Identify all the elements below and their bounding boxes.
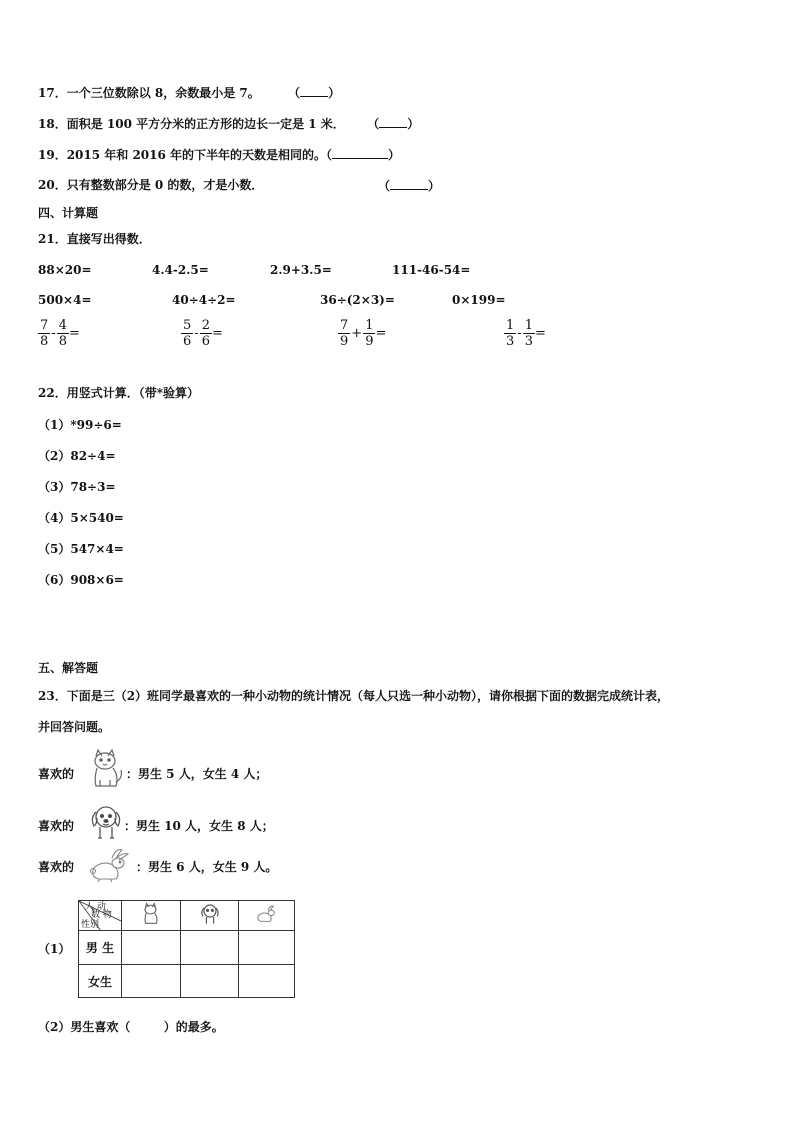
cell-girls-dog[interactable]	[181, 965, 239, 998]
pref-text-dog: ：男生 10 人，女生 8 人；	[124, 819, 274, 833]
row-label-girls: 女生	[79, 965, 122, 998]
rabbit-icon	[86, 846, 134, 884]
vertical-calc-2: （2）82÷4=	[38, 449, 116, 463]
fraction-calc-2: $\frac{5}{6}$ - $\frac{2}{6}$ =	[183, 318, 223, 349]
fraction-calc-4: $\frac{1}{3}$ - $\frac{1}{3}$ =	[506, 318, 546, 349]
statistics-table	[78, 900, 295, 998]
question-20-answer: （ ）	[378, 179, 441, 193]
vertical-calc-3: （3）78÷3=	[38, 480, 116, 494]
vertical-calc-6: （6）908×6=	[38, 573, 124, 587]
header-mid-text: 数 物	[91, 910, 112, 920]
answer-blank-18[interactable]	[379, 115, 407, 128]
question-21-title: 21．直接写出得数．	[38, 232, 151, 246]
fraction: $\frac{4}{8}$	[58, 318, 67, 349]
fraction: $\frac{2}{6}$	[201, 318, 210, 349]
fraction: $\frac{1}{3}$	[506, 318, 515, 349]
vertical-calc-4: （4）5×540=	[38, 511, 124, 525]
question-18: 18．面积是 100 平方分米的正方形的边长一定是 1 米． （ ）	[38, 117, 420, 131]
fraction: $\frac{7}{9}$	[340, 318, 349, 349]
pref-line-dog: 喜欢的	[38, 819, 75, 833]
cat-icon	[140, 902, 162, 926]
question-22-title: 22．用竖式计算．（带*验算）	[38, 386, 199, 400]
rabbit-icon	[254, 904, 280, 924]
pref-line-cat: 喜欢的	[38, 767, 75, 781]
calc-2-3: 36÷(2×3)=	[320, 293, 395, 307]
answer-blank-20[interactable]	[390, 177, 428, 190]
answer-blank-19[interactable]	[332, 146, 388, 159]
fraction: $\frac{1}{3}$	[524, 318, 533, 349]
calc-2-1: 500×4=	[38, 293, 92, 307]
cell-girls-rabbit[interactable]	[239, 965, 295, 998]
cell-boys-rabbit[interactable]	[239, 931, 295, 965]
question-23-line-2: 并回答问题。	[38, 720, 111, 734]
cell-boys-cat[interactable]	[122, 931, 181, 965]
question-18-text: 18．面积是 100 平方分米的正方形的边长一定是 1 米．	[38, 117, 345, 131]
vertical-calc-1: （1）*99÷6=	[38, 418, 122, 432]
vertical-calc-5: （5）547×4=	[38, 542, 124, 556]
table-header-cat	[122, 901, 181, 931]
part-2-question: （2）男生喜欢（ ）的最多。	[38, 1020, 224, 1034]
calc-1-2: 4.4-2.5=	[152, 263, 209, 277]
calc-1-3: 2.9+3.5=	[270, 263, 332, 277]
fraction-calc-1: $\frac{7}{8}$ - $\frac{4}{8}$ =	[40, 318, 80, 349]
header-bottom-text: 性别	[81, 920, 100, 930]
dog-icon	[199, 902, 221, 926]
question-23-line-1: 23．下面是三（2）班同学最喜欢的一种小动物的统计情况（每人只选一种小动物），请你根据下面的数据完成统计表，	[38, 689, 670, 703]
question-19-text: 19．2015 年和 2016 年的下半年的天数是相同的。	[38, 148, 327, 162]
table-header-rabbit	[239, 901, 295, 931]
row-label-boys: 男 生	[79, 931, 122, 965]
table-header-diagonal	[79, 901, 122, 931]
question-19: 19．2015 年和 2016 年的下半年的天数是相同的。（ ）	[38, 148, 401, 162]
calc-1-4: 111-46-54=	[392, 263, 471, 277]
fraction: $\frac{7}{8}$	[40, 318, 49, 349]
fraction-calc-3: $\frac{7}{9}$ + $\frac{1}{9}$ =	[340, 318, 387, 349]
cell-girls-cat[interactable]	[122, 965, 181, 998]
cat-icon	[86, 748, 126, 790]
header-top-text: 人 动	[85, 902, 106, 912]
calc-2-4: 0×199=	[452, 293, 506, 307]
part-1-label: （1）	[38, 942, 71, 956]
question-17: 17．一个三位数除以 8，余数最小是 7。 （ ）	[38, 86, 341, 100]
question-20	[38, 177, 263, 193]
pref-text-cat: ：男生 5 人，女生 4 人；	[126, 767, 268, 781]
section-4-heading: 四、计算题	[38, 206, 99, 220]
answer-blank-17[interactable]	[300, 84, 328, 97]
question-17-text: 17．一个三位数除以 8，余数最小是 7。	[38, 86, 260, 100]
section-5-heading: 五、解答题	[38, 661, 99, 675]
question-20-text: 20．只有整数部分是 0 的数，才是小数．	[38, 178, 264, 192]
calc-1-1: 88×20=	[38, 263, 92, 277]
table-header-dog	[181, 901, 239, 931]
fraction: $\frac{1}{9}$	[365, 318, 374, 349]
calc-2-2: 40÷4÷2=	[172, 293, 236, 307]
dog-icon	[88, 802, 124, 842]
fraction: $\frac{5}{6}$	[183, 318, 192, 349]
pref-text-rabbit: ：男生 6 人，女生 9 人。	[136, 860, 278, 874]
pref-line-rabbit: 喜欢的	[38, 860, 75, 874]
cell-boys-dog[interactable]	[181, 931, 239, 965]
